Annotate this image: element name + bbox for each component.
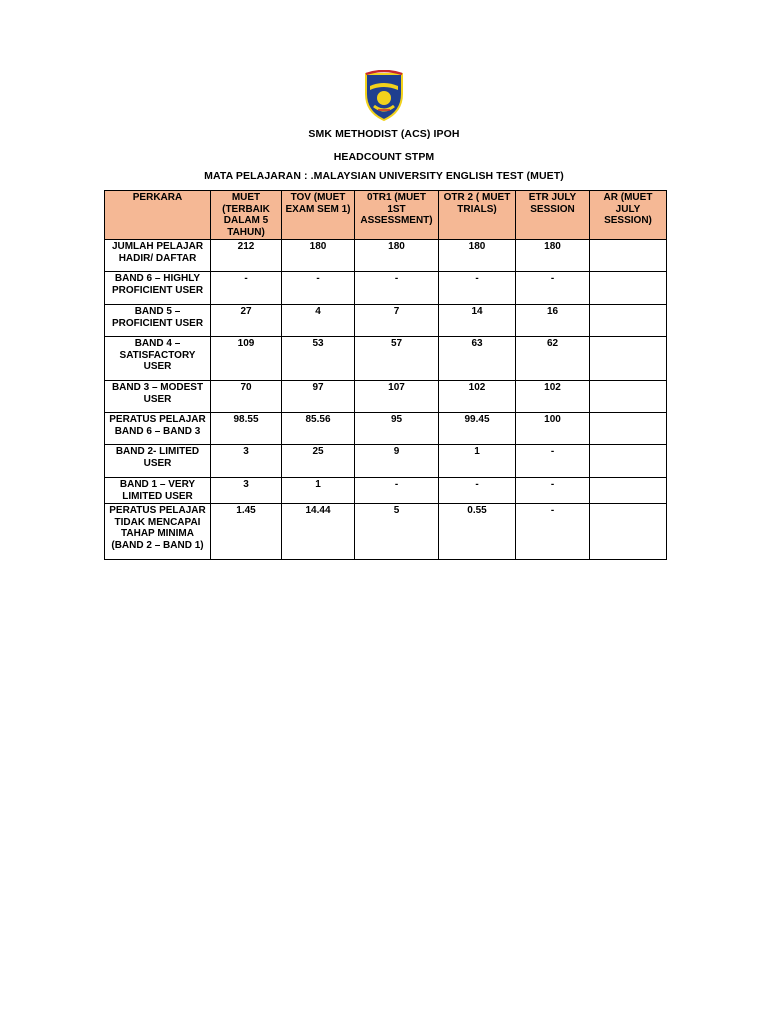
table-row xyxy=(105,337,667,381)
table-cell: 85.56 xyxy=(282,413,355,445)
row-label: BAND 4 – SATISFACTORY USER xyxy=(105,337,211,381)
table-cell: 107 xyxy=(355,381,439,413)
table-cell: 4 xyxy=(282,305,355,337)
table-cell: - xyxy=(355,478,439,504)
table-cell: 9 xyxy=(355,445,439,478)
table-cell xyxy=(590,445,667,478)
column-header: AR (MUET JULY SESSION) xyxy=(590,191,667,240)
table-row xyxy=(105,272,667,305)
school-crest-icon xyxy=(360,70,408,122)
table-cell: 0.55 xyxy=(439,504,516,560)
subject-line: MATA PELAJARAN : .MALAYSIAN UNIVERSITY ENGLISH TEST (MUET) xyxy=(204,170,564,182)
row-label: BAND 6 – HIGHLY PROFICIENT USER xyxy=(105,272,211,305)
headcount-table xyxy=(104,190,667,560)
table-cell: - xyxy=(439,272,516,305)
table-cell: - xyxy=(211,272,282,305)
table-cell: 180 xyxy=(355,240,439,272)
table-cell: - xyxy=(355,272,439,305)
table-cell: - xyxy=(516,272,590,305)
table-header-row xyxy=(105,191,667,240)
table-cell: 16 xyxy=(516,305,590,337)
table-cell: 102 xyxy=(516,381,590,413)
table-row xyxy=(105,240,667,272)
table-cell: 53 xyxy=(282,337,355,381)
row-label: JUMLAH PELAJAR HADIR/ DAFTAR xyxy=(105,240,211,272)
column-header: 0TR1 (MUET 1ST ASSESSMENT) xyxy=(355,191,439,240)
table-cell xyxy=(590,478,667,504)
table-cell: 97 xyxy=(282,381,355,413)
table-cell: 99.45 xyxy=(439,413,516,445)
table-cell: 180 xyxy=(439,240,516,272)
table-cell: - xyxy=(516,445,590,478)
table-cell: - xyxy=(516,504,590,560)
table-cell: 3 xyxy=(211,478,282,504)
table-cell: 212 xyxy=(211,240,282,272)
table-cell: 95 xyxy=(355,413,439,445)
table-cell: 1 xyxy=(439,445,516,478)
table-cell: 14 xyxy=(439,305,516,337)
table-cell xyxy=(590,305,667,337)
table-cell: 14.44 xyxy=(282,504,355,560)
table-cell: 27 xyxy=(211,305,282,337)
table-cell: 57 xyxy=(355,337,439,381)
table-cell: - xyxy=(282,272,355,305)
row-label: BAND 3 – MODEST USER xyxy=(105,381,211,413)
table-row xyxy=(105,504,667,560)
table-cell: 70 xyxy=(211,381,282,413)
report-title: HEADCOUNT STPM xyxy=(333,151,435,163)
table-cell: 1.45 xyxy=(211,504,282,560)
table-cell: 180 xyxy=(516,240,590,272)
row-label: BAND 5 – PROFICIENT USER xyxy=(105,305,211,337)
column-header: PERKARA xyxy=(105,191,211,240)
table-cell xyxy=(590,337,667,381)
table-cell: 63 xyxy=(439,337,516,381)
table-row xyxy=(105,478,667,504)
table-cell: 109 xyxy=(211,337,282,381)
table-cell: 1 xyxy=(282,478,355,504)
table-cell: - xyxy=(439,478,516,504)
table-row xyxy=(105,305,667,337)
row-label: BAND 2- LIMITED USER xyxy=(105,445,211,478)
table-cell: 102 xyxy=(439,381,516,413)
row-label: BAND 1 – VERY LIMITED USER xyxy=(105,478,211,504)
table-cell: 3 xyxy=(211,445,282,478)
table-row xyxy=(105,381,667,413)
column-header: MUET (TERBAIK DALAM 5 TAHUN) xyxy=(211,191,282,240)
column-header: ETR JULY SESSION xyxy=(516,191,590,240)
table-cell xyxy=(590,240,667,272)
table-cell: - xyxy=(516,478,590,504)
school-name: SMK METHODIST (ACS) IPOH xyxy=(308,128,460,140)
table-cell: 100 xyxy=(516,413,590,445)
column-header: TOV (MUET EXAM SEM 1) xyxy=(282,191,355,240)
row-label: PERATUS PELAJAR BAND 6 – BAND 3 xyxy=(105,413,211,445)
table-cell xyxy=(590,413,667,445)
table-cell: 7 xyxy=(355,305,439,337)
table-cell xyxy=(590,272,667,305)
table-cell: 5 xyxy=(355,504,439,560)
row-label: PERATUS PELAJAR TIDAK MENCAPAI TAHAP MINIMA (BAND 2 – BAND 1) xyxy=(105,504,211,560)
table-cell xyxy=(590,504,667,560)
table-row xyxy=(105,413,667,445)
table-cell: 25 xyxy=(282,445,355,478)
table-row xyxy=(105,445,667,478)
table-cell: 180 xyxy=(282,240,355,272)
table-cell xyxy=(590,381,667,413)
table-cell: 62 xyxy=(516,337,590,381)
table-cell: 98.55 xyxy=(211,413,282,445)
column-header: OTR 2 ( MUET TRIALS) xyxy=(439,191,516,240)
